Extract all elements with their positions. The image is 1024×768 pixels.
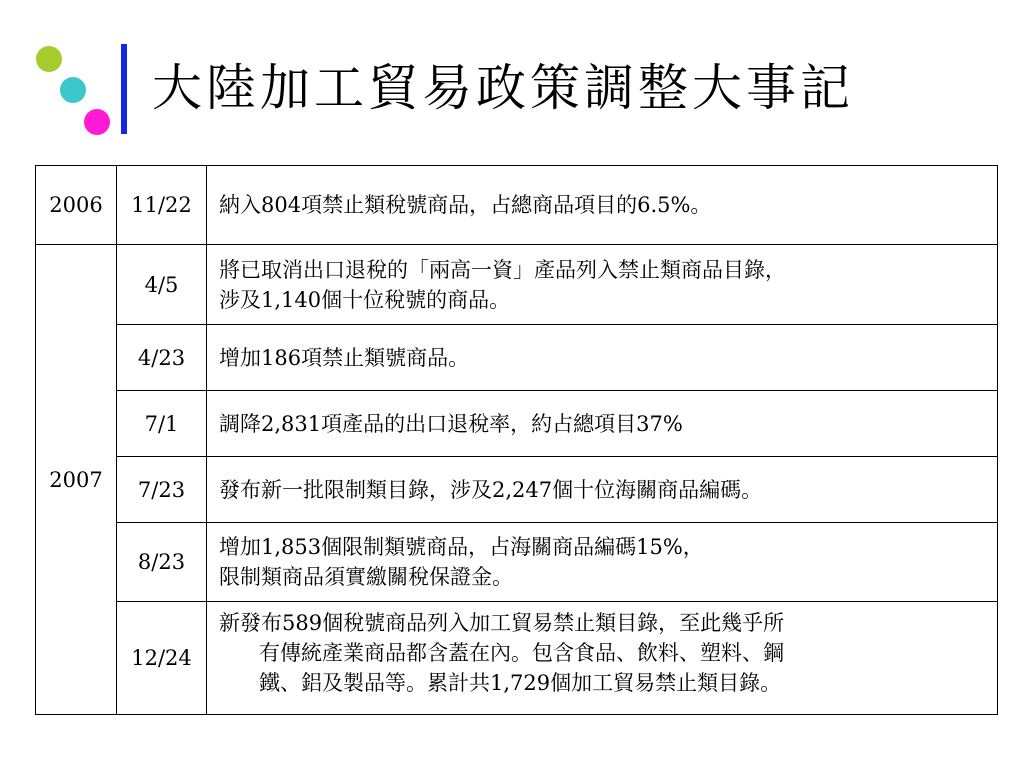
description-line: 涉及1,140個十位稅號的商品。 [219,287,511,312]
events-table [35,165,998,715]
description-line: 納入804項禁止類稅號商品，占總商品項目的6.5%。 [219,193,712,217]
title-accent-bar [121,44,127,134]
description-cell [207,245,998,325]
description-cell [207,523,998,602]
description-line: 限制類商品須實繳關稅保證金。 [219,565,513,589]
description-cell [207,325,998,391]
description-line: 鐵、鋁及製品等。累計共1,729個加工貿易禁止類目錄。 [259,671,782,695]
date-cell: 7/1 [117,391,207,457]
page-title: 大陸加工貿易政策調整大事記 [152,59,854,117]
table-row [36,325,998,391]
decorative-dot-green [36,46,62,72]
date-cell: 8/23 [117,523,207,602]
table-row [36,391,998,457]
date-cell: 7/23 [117,457,207,523]
description-line: 新發布589個稅號商品列入加工貿易禁止類目錄，至此幾乎所 [219,611,785,635]
table-row [36,523,998,602]
description-line: 發布新一批限制類目錄，涉及2,247個十位海關商品編碼。 [219,477,763,502]
table-row [36,245,998,325]
table-row [36,602,998,715]
description-line: 增加1,853個限制類號商品，占海關商品編碼15%， [219,535,704,559]
table-row [36,166,998,245]
description-cell [207,166,998,245]
year-cell: 2007 [36,245,117,715]
year-cell: 2006 [36,166,117,245]
decorative-dot-cyan [60,77,86,103]
description-cell [207,602,998,715]
date-cell: 4/23 [117,325,207,391]
description-line: 調降2,831項產品的出口退稅率，約占總項目37% [219,411,683,436]
date-cell: 4/5 [117,245,207,325]
date-cell: 12/24 [117,602,207,715]
description-cell [207,457,998,523]
decorative-dot-magenta [84,109,110,135]
description-line: 有傳統產業商品都含蓋在內。包含食品、飲料、塑料、鋼 [259,641,784,665]
description-line: 增加186項禁止類號商品。 [219,345,470,370]
description-line: 將已取消出口退稅的「兩高一資」產品列入禁止類商品目錄， [219,257,786,282]
table-row [36,457,998,523]
date-cell: 11/22 [117,166,207,245]
description-cell [207,391,998,457]
